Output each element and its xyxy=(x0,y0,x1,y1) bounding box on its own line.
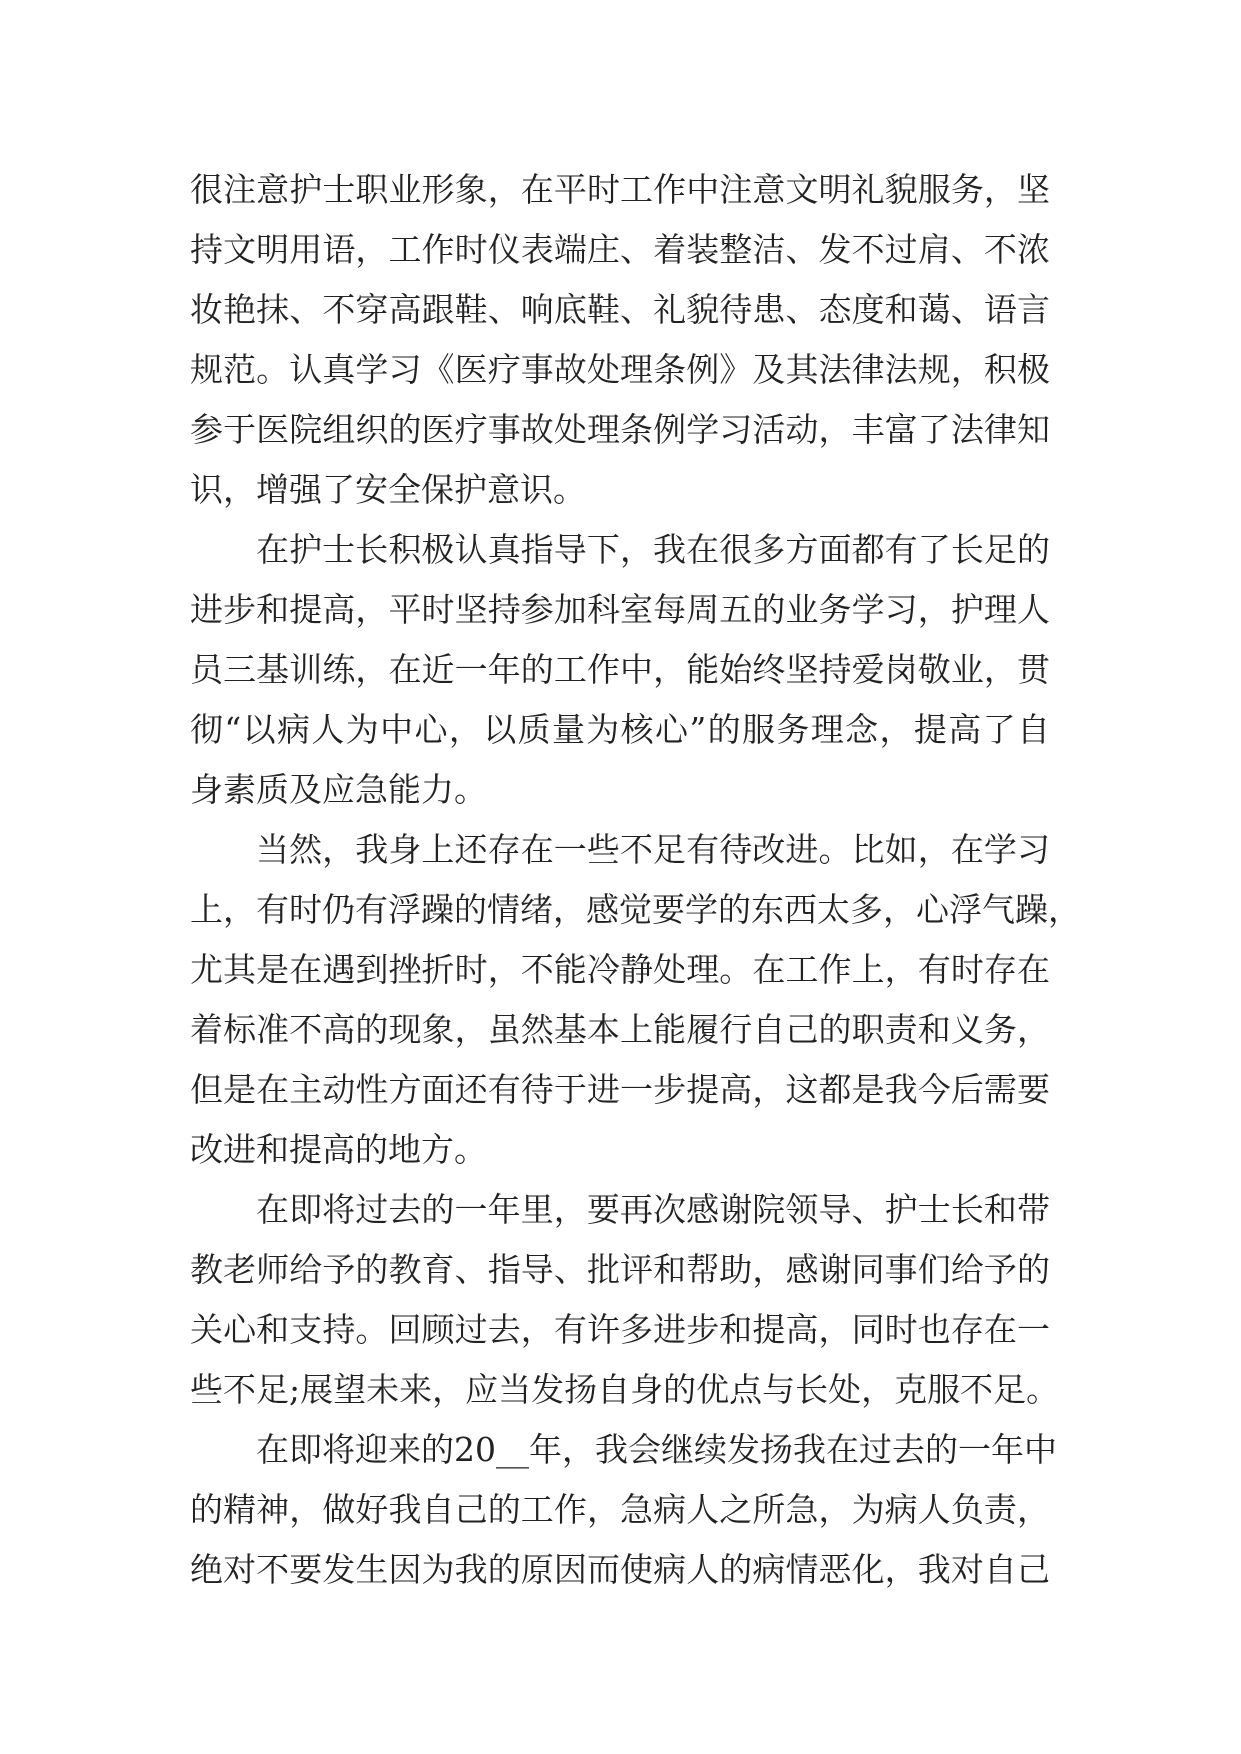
text-line: 上，有时仍有浮躁的情绪，感觉要学的东西太多，心浮气躁， xyxy=(190,890,1081,929)
text-line: 的精神，做好我自己的工作，急病人之所急，为病人负责， xyxy=(190,1490,1050,1529)
text-line: 但是在主动性方面还有待于进一步提高，这都是我今后需要 xyxy=(190,1070,1050,1109)
text-line: 教老师给予的教育、指导、批评和帮助，感谢同事们给予的 xyxy=(190,1250,1050,1289)
text-line: 在即将迎来的20__年，我会继续发扬我在过去的一年中 xyxy=(256,1430,1057,1469)
text-line: 身素质及应急能力。 xyxy=(190,770,487,809)
text-line: 进步和提高，平时坚持参加科室每周五的业务学习，护理人 xyxy=(190,590,1050,629)
text-line: 着标准不高的现象，虽然基本上能履行自己的职责和义务， xyxy=(190,1010,1050,1049)
text-line: 彻“以病人为中心，以质量为核心”的服务理念，提高了自 xyxy=(190,710,1050,749)
text-line: 当然，我身上还存在一些不足有待改进。比如，在学习 xyxy=(256,830,1050,869)
text-line: 持文明用语，工作时仪表端庄、着装整洁、发不过肩、不浓 xyxy=(190,230,1050,269)
text-line: 很注意护士职业形象，在平时工作中注意文明礼貌服务，坚 xyxy=(190,170,1050,209)
text-line: 尤其是在遇到挫折时，不能冷静处理。在工作上，有时存在 xyxy=(190,950,1050,989)
text-line: 识，增强了安全保护意识。 xyxy=(190,470,586,509)
text-line: 参于医院组织的医疗事故处理条例学习活动，丰富了法律知 xyxy=(190,410,1050,449)
document-body xyxy=(190,160,1081,1600)
text-line: 妆艳抹、不穿高跟鞋、响底鞋、礼貌待患、态度和蔼、语言 xyxy=(190,290,1050,329)
text-line: 改进和提高的地方。 xyxy=(190,1130,487,1169)
text-line: 绝对不要发生因为我的原因而使病人的病情恶化，我对自己 xyxy=(190,1550,1050,1589)
text-line: 规范。认真学习《医疗事故处理条例》及其法律法规，积极 xyxy=(190,350,1050,389)
text-line: 在即将过去的一年里，要再次感谢院领导、护士长和带 xyxy=(256,1190,1050,1229)
text-line: 员三基训练，在近一年的工作中，能始终坚持爱岗敬业，贯 xyxy=(190,650,1050,689)
text-line: 关心和支持。回顾过去，有许多进步和提高，同时也存在一 xyxy=(190,1310,1050,1349)
text-line: 在护士长积极认真指导下，我在很多方面都有了长足的 xyxy=(256,530,1050,569)
text-line: 些不足;展望未来，应当发扬自身的优点与长处，克服不足。 xyxy=(190,1370,1060,1409)
